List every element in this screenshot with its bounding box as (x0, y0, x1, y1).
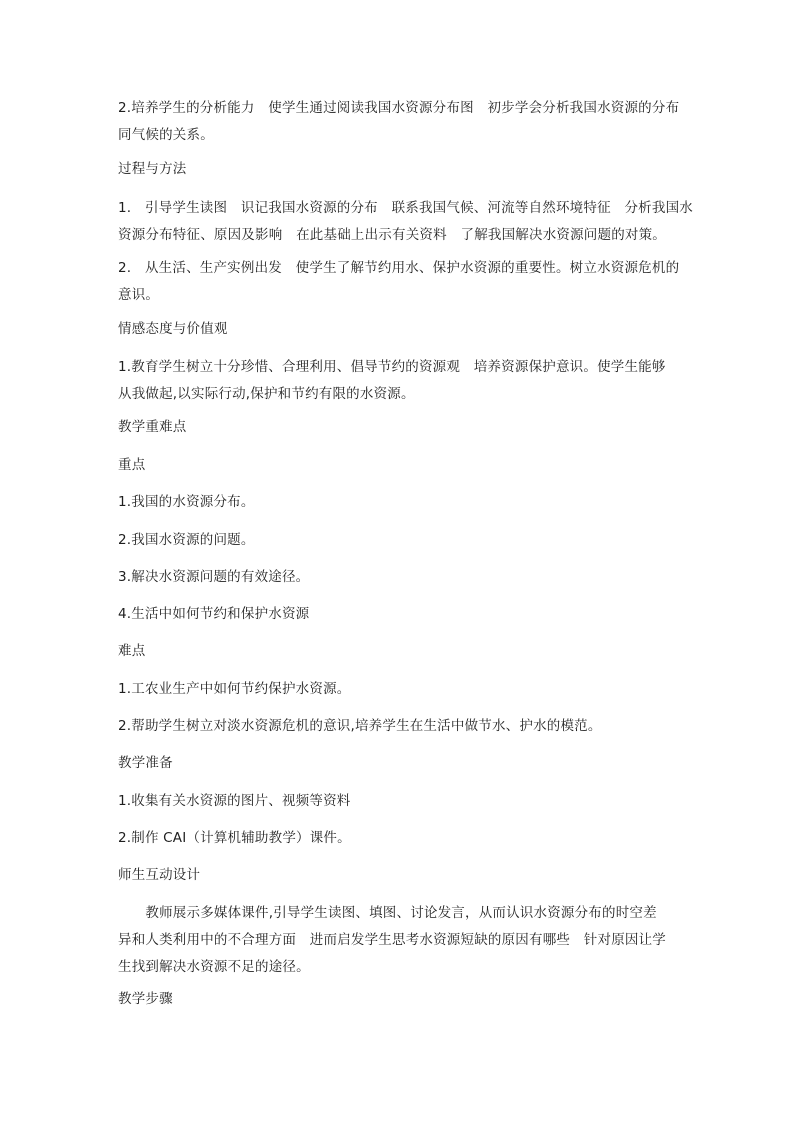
paragraph-line: 2. 从生活、生产实例出发 使学生了解节约用水、保护水资源的重要性。树立水资源危机的 (118, 260, 680, 276)
heading-key: 重点 (118, 457, 146, 473)
paragraph-line: 意识。 (118, 287, 160, 303)
heading-emotion: 情感态度与价值观 (118, 321, 228, 337)
paragraph-line: 同气候的关系。 (118, 127, 214, 143)
heading-process: 过程与方法 (118, 161, 187, 177)
heading-interaction: 师生互动设计 (118, 867, 201, 883)
interaction-paragraph (118, 900, 678, 981)
heading-key-difficult: 教学重难点 (118, 419, 187, 435)
difficult-point-1: 1.工农业生产中如何节约保护水资源。 (118, 681, 351, 697)
heading-difficult: 难点 (118, 643, 146, 659)
difficult-point-2: 2.帮助学生树立对淡水资源危机的意识,培养学生在生活中做节水、护水的模范。 (118, 718, 602, 734)
paragraph-line: 从我做起,以实际行动,保护和节约有限的水资源。 (118, 386, 415, 402)
process-2-paragraph (118, 255, 678, 309)
paragraph-line: 生找到解决水资源不足的途径。 (118, 959, 310, 975)
process-1-paragraph (118, 195, 693, 249)
key-point-1: 1.我国的水资源分布。 (118, 494, 255, 510)
key-point-4: 4.生活中如何节约和保护水资源 (118, 606, 310, 622)
heading-prep: 教学准备 (118, 755, 173, 771)
paragraph-line: 教师展示多媒体课件,引导学生读图、填图、讨论发言，从而认识水资源分布的时空差 (118, 905, 657, 921)
emotion-1-paragraph (118, 354, 678, 408)
prep-item-1: 1.收集有关水资源的图片、视频等资料 (118, 793, 351, 809)
paragraph-line: 异和人类利用中的不合理方面 进而启发学生思考水资源短缺的原因有哪些 针对原因让学 (118, 932, 666, 948)
paragraph-line: 1. 引导学生读图 识记我国水资源的分布 联系我国气候、河流等自然环境特征 分析我国水 (118, 200, 693, 216)
paragraph-line: 2.培养学生的分析能力 使学生通过阅读我国水资源分布图 初步学会分析我国水资源的分布 (118, 100, 680, 116)
prep-item-2: 2.制作 CAI（计算机辅助教学）课件。 (118, 830, 351, 846)
paragraph-line: 1.教育学生树立十分珍惜、合理利用、倡导节约的资源观 培养资源保护意识。使学生能够 (118, 359, 666, 375)
key-point-2: 2.我国水资源的问题。 (118, 532, 255, 548)
heading-steps: 教学步骤 (118, 991, 173, 1007)
key-point-3: 3.解决水资源问题的有效途径。 (118, 569, 310, 585)
paragraph-line: 资源分布特征、原因及影响 在此基础上出示有关资料 了解我国解决水资源问题的对策。 (118, 227, 666, 243)
skill-goal-2-paragraph (118, 95, 678, 149)
